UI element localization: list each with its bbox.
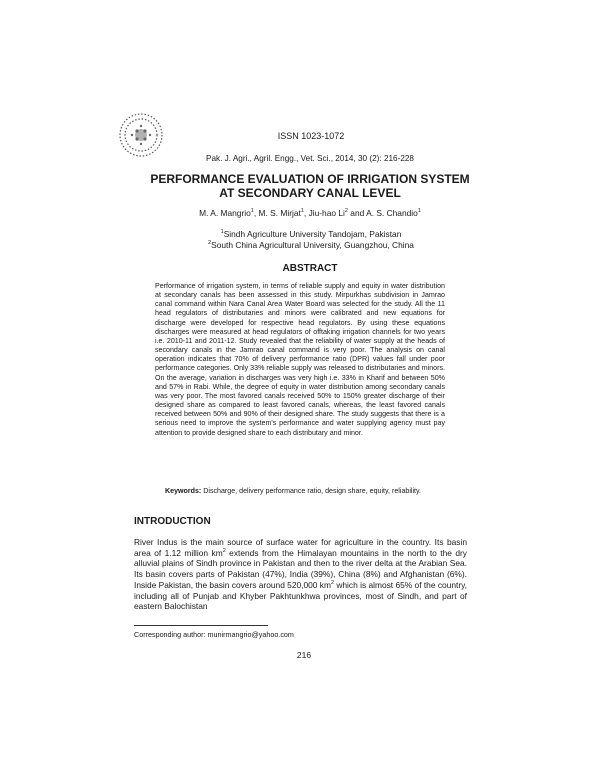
- author-4-affiliation: 1: [417, 208, 421, 215]
- intro-sup-2: 2: [330, 580, 335, 587]
- abstract-text: Performance of irrigation system, in terms of reliable supply and equity in water distribution at secondary canals has been assessed in this study. Mirpurkhas subdivision in Jamrao canal command within Nara Canal Area Water Board was selected for the study. All the 11 head regulators of distributaries and minors were calibrated and new equations for discharge were developed for respective head regulators. By using these equations discharges were measured at head regulators of offtaking irrigation channels for two years i.e. 2010-11 and 2011-12. Study revealed that the reliability of water supply at the heads of secondary canals in the Jamrao canal command is very poor. The analysis on canal operation indicates that 70% of delivery performance ratio (DPR) values fall under poor performance categories. Only 33% reliable supply was released to distributaries and minors. On the average, variation in discharges was very high i.e. 33% in Kharif and between 50% and 57% in Rabi. While, the degree of equity in water distribution among secondary canals was very poor. The most favored canals received 50% to 150% greater discharge of their designed share as compared to least favored canals, whereas, the least favored canals received between 50% and 90% of their designed share. The study suggests that there is a serious need to improve the system's performance and water supplying agency must pay attention to provide designed share to each distributary and minor.: [155, 282, 445, 437]
- author-3: Jiu-hao Li: [308, 208, 345, 218]
- introduction-paragraph: [134, 537, 467, 612]
- author-list: [0, 208, 600, 218]
- keywords: [165, 487, 443, 496]
- abstract-heading: ABSTRACT: [282, 263, 338, 274]
- title-line-2: AT SECONDARY CANAL LEVEL: [219, 186, 401, 200]
- issn: ISSN 1023-1072: [277, 131, 345, 141]
- author-1-affiliation: 1: [250, 208, 254, 215]
- paper-title: [0, 172, 600, 200]
- title-line-1: PERFORMANCE EVALUATION OF IRRIGATION SYSTEM: [150, 172, 470, 186]
- author-3-affiliation: 2: [344, 208, 348, 215]
- affiliation-1: [0, 229, 600, 239]
- corresponding-author-footnote: Corresponding author: munirmangrio@yahoo.com: [134, 630, 294, 639]
- page-number: 216: [296, 650, 312, 660]
- author-separator: ,: [303, 208, 309, 218]
- author-4: A. S. Chandio: [366, 208, 418, 218]
- intro-text-3: which is almost 65% of the country, including all of Punjab and Khyber Pakhtunkhwa provinces, most of Sindh, and part of eastern Balochistan: [134, 579, 467, 612]
- affiliation-1-text: Sindh Agriculture University Tandojam, Pakistan: [223, 229, 402, 239]
- introduction-heading: INTRODUCTION: [134, 516, 211, 527]
- author-and: and: [347, 208, 367, 218]
- journal-citation: Pak. J. Agri., Agril. Engg., Vet. Sci., 2014, 30 (2): 216-228: [206, 154, 414, 163]
- affiliation-2: [0, 240, 600, 250]
- footnote-divider: [134, 625, 268, 626]
- intro-text-1: River Indus is the main source of surface water for agriculture in the country. Its basin area of 1.12 million km: [134, 537, 467, 558]
- intro-sup-1: 2: [222, 547, 226, 554]
- affiliation-1-marker: 1: [220, 229, 224, 236]
- intro-text-2: extends from the Himalayan mountains in the north to the dry alluvial plains of Sindh province in Pakistan and then to the river delta at the Arabian Sea. Its basin covers parts of Pakistan (47%), India (39%), China (8%) and Afghanistan (6%). Inside Pakistan, the basin covers around 520,000 km: [134, 547, 467, 590]
- author-1: M. A. Mangrio: [199, 208, 251, 218]
- author-2-affiliation: 1: [300, 208, 304, 215]
- author-2: M. S. Mirjat: [258, 208, 301, 218]
- keywords-label: Keywords:: [165, 487, 202, 495]
- author-separator: ,: [253, 208, 259, 218]
- affiliation-2-marker: 2: [208, 240, 212, 247]
- affiliation-2-text: South China Agricultural University, Guangzhou, China: [211, 240, 414, 250]
- keywords-text: Discharge, delivery performance ratio, design share, equity, reliability.: [203, 487, 422, 495]
